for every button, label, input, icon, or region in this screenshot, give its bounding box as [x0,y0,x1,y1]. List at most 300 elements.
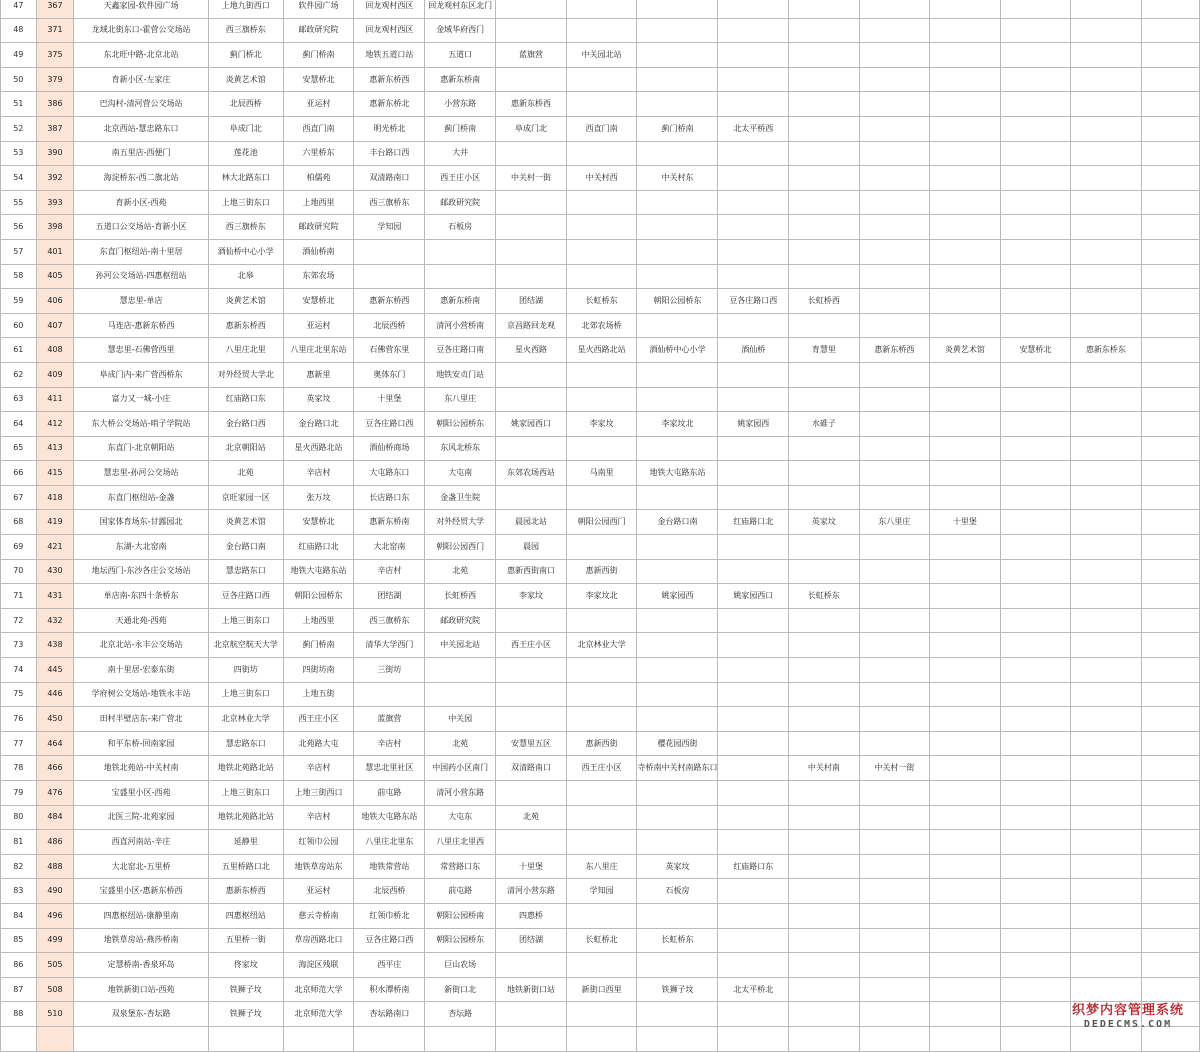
stop-cell [859,461,930,486]
stop-cell [1071,756,1142,781]
stop-cell [637,239,718,264]
stop-cell: 中关村西 [566,166,637,191]
stop-cell [859,166,930,191]
stop-cell: 北京林业大学 [208,707,283,732]
stop-cell [789,362,859,387]
route-name-cell: 定慧桥南-香泉环岛 [74,953,208,978]
stop-cell [859,977,930,1002]
route-number-cell: 405 [36,264,74,289]
stop-cell: 蓝旗营 [496,43,567,68]
stop-cell: 蓟门桥南 [637,116,718,141]
stop-cell: 辛店村 [283,461,354,486]
stop-cell [859,559,930,584]
stop-cell [566,682,637,707]
row-index-cell: 81 [1,830,37,855]
stop-cell [1000,289,1070,314]
stop-cell [1141,43,1199,68]
stop-cell: 巨山农场 [425,953,496,978]
stop-cell [859,215,930,240]
table-row [1,116,1200,141]
stop-cell: 北辰西桥 [354,879,425,904]
stop-cell [930,485,1001,510]
stop-cell [1071,412,1142,437]
stop-cell [1071,387,1142,412]
stop-cell [718,535,789,560]
table-row [1,289,1200,314]
row-index-cell: 74 [1,658,37,683]
table-row [1,707,1200,732]
stop-cell [1071,559,1142,584]
stop-cell [930,43,1001,68]
stop-cell: 育慧里 [789,338,859,363]
stop-cell [859,0,930,18]
stop-cell [718,903,789,928]
stop-cell: 前屯路 [425,879,496,904]
route-name-cell: 东直门枢纽站-南十里居 [74,239,208,264]
stop-cell [930,731,1001,756]
stop-cell [496,264,567,289]
stop-cell [1000,781,1070,806]
stop-cell [1071,43,1142,68]
stop-cell: 回龙观村西区 [354,0,425,18]
stop-cell [637,707,718,732]
row-index-cell: 68 [1,510,37,535]
stop-cell: 邮政研究院 [425,608,496,633]
stop-cell [566,1002,637,1027]
stop-cell: 西直门南 [566,116,637,141]
stop-cell [566,387,637,412]
stop-cell [718,781,789,806]
stop-cell: 辛店村 [283,805,354,830]
stop-cell [1141,854,1199,879]
row-index-cell: 54 [1,166,37,191]
stop-cell: 朝阳公园桥南 [425,903,496,928]
stop-cell [859,658,930,683]
stop-cell: 中关村一街 [859,756,930,781]
route-name-cell: 天通北苑-西苑 [74,608,208,633]
stop-cell [496,781,567,806]
stop-cell [496,387,567,412]
stop-cell [1071,92,1142,117]
stop-cell [930,805,1001,830]
stop-cell: 清河小营桥南 [425,313,496,338]
stop-cell [1000,387,1070,412]
route-number-cell: 412 [36,412,74,437]
route-name-cell: 东湖-大北窑南 [74,535,208,560]
stop-cell: 铁狮子坟 [637,977,718,1002]
stop-cell [1000,953,1070,978]
table-row [1,264,1200,289]
stop-cell [1141,289,1199,314]
stop-cell: 团结湖 [354,584,425,609]
stop-cell [1000,756,1070,781]
stop-cell: 地铁五道口站 [354,43,425,68]
stop-cell [930,18,1001,43]
stop-cell: 地铁北苑路北站 [208,756,283,781]
stop-cell: 酒仙桥中心小学 [208,239,283,264]
route-name-cell: 北京西站-慧忠路东口 [74,116,208,141]
table-row [1,953,1200,978]
stop-cell: 姚家园西 [637,584,718,609]
stop-cell [637,781,718,806]
stop-cell: 阜成门北 [496,116,567,141]
row-index-cell: 65 [1,436,37,461]
stop-cell [425,682,496,707]
stop-cell [1071,928,1142,953]
stop-cell [930,116,1001,141]
stop-cell [354,239,425,264]
stop-cell: 回龙观村西区 [354,18,425,43]
stop-cell [859,264,930,289]
stop-cell [566,0,637,18]
route-name-cell: 龙域北街东口-霍营公交场站 [74,18,208,43]
stop-cell: 地铁草房站东 [283,854,354,879]
stop-cell: 双清路南口 [354,166,425,191]
stop-cell [1000,879,1070,904]
stop-cell: 北太平桥北 [718,977,789,1002]
row-index-cell: 71 [1,584,37,609]
stop-cell: 四惠桥 [496,903,567,928]
stop-cell [859,141,930,166]
stop-cell [859,1026,930,1051]
stop-cell: 积水潭桥南 [354,977,425,1002]
stop-cell [930,535,1001,560]
route-name-cell: 东大桥公交场站-哨子学院站 [74,412,208,437]
stop-cell [859,92,930,117]
stop-cell [789,166,859,191]
site-watermark [1062,1003,1194,1031]
stop-cell: 安慧桥北 [283,510,354,535]
stop-cell [1141,879,1199,904]
stop-cell [1071,0,1142,18]
stop-cell: 北京林业大学 [566,633,637,658]
stop-cell [789,264,859,289]
row-index-cell: 70 [1,559,37,584]
route-name-cell: 地铁北苑站-中关村南 [74,756,208,781]
table-row [1,239,1200,264]
route-number-cell: 418 [36,485,74,510]
stop-cell [1000,682,1070,707]
stop-cell [789,731,859,756]
stop-cell [1000,239,1070,264]
stop-cell [859,903,930,928]
stop-cell [1000,633,1070,658]
stop-cell [1000,18,1070,43]
stop-cell [930,436,1001,461]
stop-cell: 长虹桥东 [789,584,859,609]
stop-cell [930,289,1001,314]
stop-cell: 姚家园西 [718,412,789,437]
stop-cell: 李家坟 [566,412,637,437]
stop-cell [718,141,789,166]
route-number-cell: 508 [36,977,74,1002]
table-row [1,756,1200,781]
stop-cell [637,633,718,658]
stop-cell [496,239,567,264]
stop-cell [1141,633,1199,658]
stop-cell: 对外经贸大学 [425,510,496,535]
stop-cell [1000,43,1070,68]
stop-cell: 八里庄北里西 [425,830,496,855]
stop-cell [1000,535,1070,560]
stop-cell [1071,854,1142,879]
stop-cell: 铁狮子坟 [208,1002,283,1027]
row-index-cell: 88 [1,1002,37,1027]
table-row [1,510,1200,535]
stop-cell [1071,215,1142,240]
stop-cell: 蓟门桥南 [283,43,354,68]
stop-cell: 红领巾公园 [283,830,354,855]
stop-cell: 北苑路大屯 [283,731,354,756]
route-number-cell: 413 [36,436,74,461]
stop-cell: 樱花园西街 [637,731,718,756]
stop-cell [1071,633,1142,658]
stop-cell: 八里庄北里 [208,338,283,363]
route-name-cell: 海淀桥东-西二旗北站 [74,166,208,191]
table-row [1,190,1200,215]
stop-cell [1141,535,1199,560]
stop-cell [859,362,930,387]
stop-cell [566,67,637,92]
stop-cell [789,928,859,953]
stop-cell [354,1026,425,1051]
route-name-cell: 天鑫家园-软件园广场 [74,0,208,18]
stop-cell: 李家坟 [496,584,567,609]
stop-cell [718,362,789,387]
stop-cell [637,658,718,683]
stop-cell [496,658,567,683]
stop-cell: 李家坟北 [566,584,637,609]
stop-cell [566,781,637,806]
stop-cell [637,18,718,43]
table-row [1,977,1200,1002]
stop-cell [566,830,637,855]
route-number-cell: 367 [36,0,74,18]
stop-cell [789,92,859,117]
stop-cell: 慈云寺桥南 [283,903,354,928]
stop-cell [859,436,930,461]
row-index-cell: 77 [1,731,37,756]
stop-cell: 杏坛路 [425,1002,496,1027]
stop-cell [859,18,930,43]
stop-cell [859,67,930,92]
stop-cell: 北郊农场桥 [566,313,637,338]
route-number-cell: 499 [36,928,74,953]
stop-cell [1071,977,1142,1002]
stop-cell [859,412,930,437]
stop-cell [930,830,1001,855]
stop-cell [789,903,859,928]
stop-cell [930,633,1001,658]
stop-cell [1071,707,1142,732]
stop-cell: 蓟门桥南 [425,116,496,141]
stop-cell: 金盏卫生院 [425,485,496,510]
row-index-cell: 48 [1,18,37,43]
stop-cell [930,707,1001,732]
stop-cell: 金台路口南 [637,510,718,535]
stop-cell [1141,903,1199,928]
row-index-cell: 47 [1,0,37,18]
route-name-cell: 北医三院-北苑家园 [74,805,208,830]
stop-cell: 上地西里 [283,608,354,633]
stop-cell [718,756,789,781]
row-index-cell: 80 [1,805,37,830]
stop-cell: 朝阳公园桥东 [637,289,718,314]
row-index-cell: 58 [1,264,37,289]
stop-cell [718,190,789,215]
route-number-cell: 415 [36,461,74,486]
stop-cell [930,264,1001,289]
stop-cell [930,756,1001,781]
route-name-cell: 东直门枢纽站-金盏 [74,485,208,510]
route-number-cell: 406 [36,289,74,314]
table-row [1,485,1200,510]
stop-cell: 惠新东桥南 [425,289,496,314]
stop-cell [930,412,1001,437]
stop-cell [1141,928,1199,953]
stop-cell [789,854,859,879]
route-name-cell: 慧忠里-孙河公交场站 [74,461,208,486]
stop-cell [637,387,718,412]
stop-cell [566,141,637,166]
route-number-cell: 379 [36,67,74,92]
route-name-cell: 宝盛里小区-惠新东桥西 [74,879,208,904]
route-name-cell: 五道口公交场站-育新小区 [74,215,208,240]
stop-cell: 海淀区残联 [283,953,354,978]
stop-cell [566,805,637,830]
stop-cell [637,67,718,92]
stop-cell: 朝阳公园桥东 [283,584,354,609]
stop-cell [1000,215,1070,240]
stop-cell: 上地五街 [283,682,354,707]
stop-cell [789,559,859,584]
stop-cell [859,1002,930,1027]
stop-cell [859,805,930,830]
stop-cell [859,879,930,904]
stop-cell: 亚运村 [283,879,354,904]
stop-cell: 豆各庄路口西 [354,928,425,953]
row-index-cell: 86 [1,953,37,978]
stop-cell: 西王庄小区 [425,166,496,191]
stop-cell [859,485,930,510]
stop-cell: 四街坊南 [283,658,354,683]
route-number-cell: 464 [36,731,74,756]
route-number-cell: 408 [36,338,74,363]
stop-cell: 马南里 [566,461,637,486]
stop-cell: 大屯路东口 [354,461,425,486]
stop-cell [859,731,930,756]
stop-cell: 六里桥东 [283,141,354,166]
stop-cell [637,830,718,855]
table-row [1,879,1200,904]
stop-cell [1071,67,1142,92]
route-number-cell: 409 [36,362,74,387]
stop-cell: 中关园北站 [566,43,637,68]
stop-cell: 朝阳公园西门 [566,510,637,535]
stop-cell [859,584,930,609]
route-number-cell: 496 [36,903,74,928]
stop-cell [566,608,637,633]
stop-cell: 上地三街东口 [208,682,283,707]
stop-cell [496,362,567,387]
table-row [1,682,1200,707]
stop-cell [789,215,859,240]
stop-cell: 五里桥一街 [208,928,283,953]
stop-cell [208,1026,283,1051]
table-row [1,92,1200,117]
stop-cell [566,953,637,978]
stop-cell: 十里堡 [496,854,567,879]
stop-cell: 中国药小区南门 [425,756,496,781]
stop-cell: 惠新东桥西 [354,289,425,314]
stop-cell: 大屯南 [425,461,496,486]
stop-cell [930,461,1001,486]
row-index-cell: 84 [1,903,37,928]
table-row [1,387,1200,412]
row-index-cell: 53 [1,141,37,166]
stop-cell [718,0,789,18]
table-row [1,805,1200,830]
stop-cell [637,1026,718,1051]
stop-cell [637,805,718,830]
stop-cell [789,436,859,461]
stop-cell: 安慧桥北 [1000,338,1070,363]
stop-cell [930,977,1001,1002]
stop-cell: 上地三街西口 [283,781,354,806]
stop-cell: 学知园 [354,215,425,240]
route-name-cell: 慧忠里-石佛营西里 [74,338,208,363]
stop-cell [1141,67,1199,92]
stop-cell: 团结湖 [496,928,567,953]
stop-cell: 清华大学西门 [354,633,425,658]
stop-cell: 京昌路回龙观 [496,313,567,338]
stop-cell [1000,658,1070,683]
stop-cell [718,633,789,658]
stop-cell [1071,535,1142,560]
stop-cell: 上地三街东口 [208,781,283,806]
stop-cell [1000,1002,1070,1027]
route-number-cell: 466 [36,756,74,781]
stop-cell [789,116,859,141]
table-body [1,0,1200,1051]
row-index-cell: 52 [1,116,37,141]
stop-cell [859,608,930,633]
stop-cell [1141,559,1199,584]
stop-cell [1141,953,1199,978]
stop-cell [1141,215,1199,240]
stop-cell [1071,264,1142,289]
stop-cell [930,92,1001,117]
stop-cell: 豆各庄路口西 [718,289,789,314]
table-row [1,67,1200,92]
stop-cell [1000,707,1070,732]
stop-cell [637,190,718,215]
route-number-cell: 446 [36,682,74,707]
stop-cell: 北辰西桥 [354,313,425,338]
stop-cell: 东郊农场 [283,264,354,289]
stop-cell [637,313,718,338]
stop-cell [283,1026,354,1051]
row-index-cell: 50 [1,67,37,92]
stop-cell: 炎黄艺术馆 [930,338,1001,363]
stop-cell [1141,166,1199,191]
stop-cell: 金域华府西门 [425,18,496,43]
stop-cell [789,682,859,707]
stop-cell [496,1026,567,1051]
stop-cell: 清河小营东路 [496,879,567,904]
stop-cell: 八里庄北里东 [354,830,425,855]
row-index-cell: 62 [1,362,37,387]
